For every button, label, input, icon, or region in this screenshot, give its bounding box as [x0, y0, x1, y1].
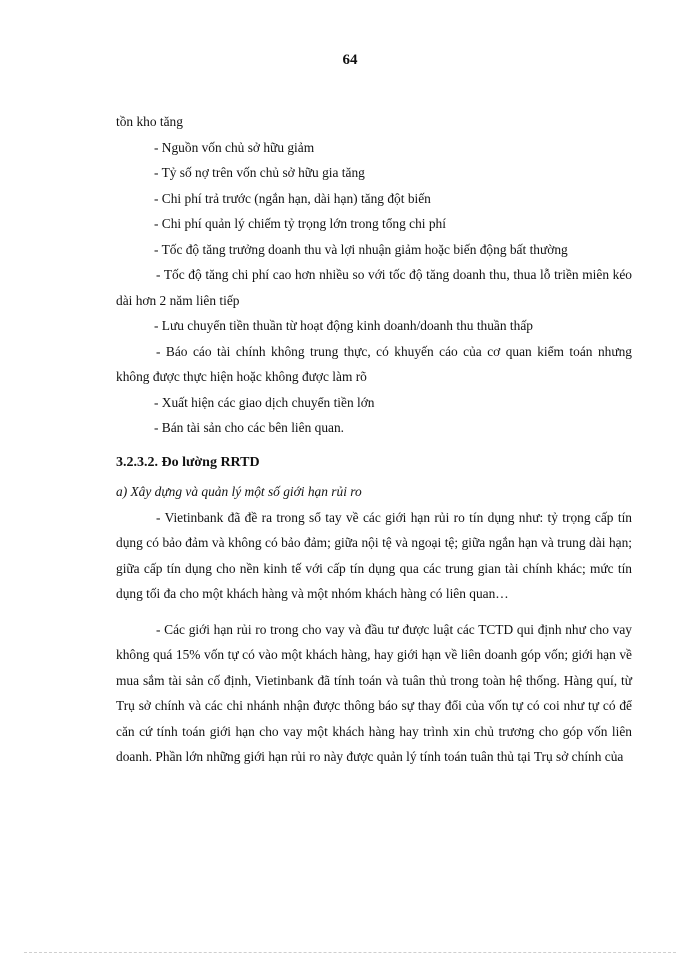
page-number: 64: [342, 52, 358, 68]
bullet-item: - Tỷ số nợ trên vốn chủ sở hữu gia tăng: [154, 165, 365, 180]
section-heading: 3.2.3.2. Đo lường RRTD: [116, 454, 260, 470]
bullet-item: - Xuất hiện các giao dịch chuyển tiền lớn: [154, 394, 375, 410]
bullet-item: - Lưu chuyển tiền thuần từ hoạt động kinh doanh/doanh thu thuần thấp: [154, 318, 533, 333]
bullet-item: - Chi phí quản lý chiếm tỷ trọng lớn trong tổng chi phí: [154, 216, 446, 231]
paragraph: - Các giới hạn rủi ro trong cho vay và đầu tư được luật các TCTD qui định như cho vay không quá 15% vốn tự có vào một khách hàng, hay giới hạn về liên doanh góp vốn; giới hạn về mua sắm tài sản cố định, Vietinbank đã tính toán và tuân thủ trong toàn hệ thống. Hàng quí, từ Trụ sở chính và các chi nhánh nhận được thông báo sự thay đổi của vốn tự có coi như tự có để căn cứ tính toán giới hạn cho vay một khách hàng hay trình xin chủ trương cho góp vốn liên doanh. Phần lớn những giới hạn rủi ro này được quản lý tính toán tuân thủ tại Trụ sở chính của: [116, 621, 632, 764]
document-body: [116, 109, 632, 770]
bullet-item: - Báo cáo tài chính không trung thực, có khuyến cáo của cơ quan kiểm toán nhưng không được thực hiện hoặc không được làm rõ: [116, 343, 632, 384]
bullet-item: - Bán tài sản cho các bên liên quan.: [154, 420, 344, 435]
text-line: tồn kho tăng: [116, 114, 183, 129]
bullet-item: - Tốc độ tăng chi phí cao hơn nhiều so với tốc độ tăng doanh thu, thua lỗ triền miên kéo dài hơn 2 năm liên tiếp: [116, 267, 632, 308]
bullet-item: - Nguồn vốn chủ sở hữu giảm: [154, 139, 315, 155]
bullet-item: - Tốc độ tăng trưởng doanh thu và lợi nhuận giảm hoặc biến động bất thường: [154, 241, 568, 257]
page-bottom-divider: [24, 952, 676, 953]
paragraph: - Vietinbank đã đề ra trong sổ tay về các giới hạn rủi ro tín dụng như: tỷ trọng cấp tín dụng có bảo đảm và không có bảo đảm; giữa nội tệ và ngoại tệ; giữa ngắn hạn và trung dài hạn; giữa cấp tín dụng cho nền kinh tế với cấp tín dụng qua các trung gian tài chính khác; mức tín dụng tối đa cho một khách hàng và một nhóm khách hàng có liên quan…: [116, 509, 632, 601]
bullet-item: - Chi phí trả trước (ngắn hạn, dài hạn) tăng đột biến: [154, 190, 431, 206]
subsection-heading: a) Xây dựng và quản lý một số giới hạn rủi ro: [116, 483, 362, 499]
